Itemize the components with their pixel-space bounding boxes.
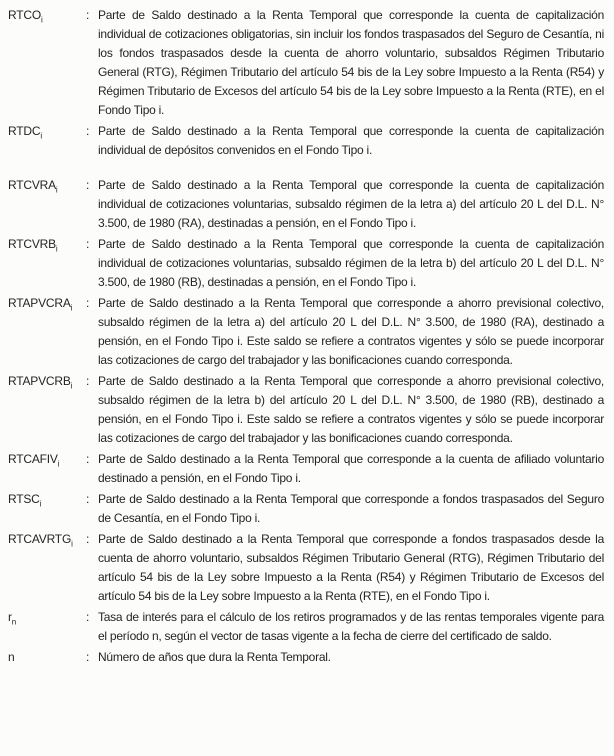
separator-colon: : — [86, 650, 90, 664]
term-definition: Parte de Saldo destinado a la Renta Temporal que corresponde a ahorro previsional colectivo, subsaldo régimen de la letra a) del artículo 20 L del D.L. N° 3.500, de 1980 (RA), destinado a pensión, en el Fondo Tipo i. Este saldo se refiere a contratos vigentes y sólo se puede incorporar las cotizaciones de cargo del trabajador y las bonificaciones cuando corresponda. — [98, 296, 604, 367]
term-label — [8, 122, 86, 145]
definition-entry-rtcvrb — [8, 235, 604, 292]
term-label — [8, 450, 86, 473]
term-label — [8, 176, 86, 199]
term-text: n — [8, 650, 15, 664]
term-subscript: i — [70, 381, 73, 391]
separator-colon: : — [86, 296, 90, 310]
definition-entry-rtcvra — [8, 176, 604, 233]
term-label — [8, 235, 86, 258]
separator-colon: : — [86, 452, 90, 466]
term-label — [8, 608, 86, 631]
separator-colon: : — [86, 8, 90, 22]
term-text: RTCAFIV — [8, 452, 58, 466]
term-subscript: i — [55, 185, 58, 195]
term-definition: Número de años que dura la Renta Temporal. — [98, 650, 331, 664]
definition-entry-n — [8, 648, 604, 671]
term-definition: Parte de Saldo destinado a la Renta Temporal que corresponde a la cuenta de afiliado voluntario destinado a pensión, en el Fondo Tipo i. — [98, 452, 604, 485]
term-subscript: i — [55, 244, 58, 254]
term-definition: Parte de Saldo destinado a la Renta Temporal que corresponde a fondos traspasados del Seguro de Cesantía, en el Fondo Tipo i. — [98, 492, 604, 525]
term-text: RTDC — [8, 124, 41, 138]
term-text: RTCAVRTG — [8, 532, 72, 546]
term-text: RTCVRB — [8, 237, 56, 251]
definition-entry-rtapvcrb — [8, 372, 604, 448]
separator-colon: : — [86, 124, 90, 138]
term-text: RTSC — [8, 492, 40, 506]
separator-colon: : — [86, 492, 90, 506]
term-subscript: i — [40, 15, 43, 25]
term-label — [8, 294, 86, 317]
definition-entry-rtapvcra — [8, 294, 604, 370]
term-label — [8, 490, 86, 513]
separator-colon: : — [86, 237, 90, 251]
term-text: RTCVRA — [8, 178, 56, 192]
definition-entry-rtcafiv — [8, 450, 604, 488]
separator-colon: : — [86, 374, 90, 388]
term-definition: Parte de Saldo destinado a la Renta Temporal que corresponde a ahorro previsional colectivo, subsaldo régimen de la letra b) del artículo 20 L del D.L. N° 3.500, de 1980 (RB), destinado a pensión, en el Fondo Tipo i. Este saldo se refiere a contratos vigentes y sólo se puede incorporar las cotizaciones de cargo del trabajador y las bonificaciones cuando corresponda. — [98, 374, 604, 445]
term-subscript: i — [40, 131, 43, 141]
term-text: RTAPVCRB — [8, 374, 71, 388]
definition-entry-rtcavrtg — [8, 530, 604, 606]
term-definition: Parte de Saldo destinado a la Renta Temporal que corresponde la cuenta de capitalización individual de cotizaciones voluntarias, subsaldo régimen de la letra a) del artículo 20 L del D.L. N° 3.500, de 1980 (RA), destinadas a pensión, en el Fondo Tipo i. — [98, 178, 604, 230]
separator-colon: : — [86, 532, 90, 546]
term-label — [8, 530, 86, 553]
definition-entry-rn — [8, 608, 604, 646]
term-definition: Parte de Saldo destinado a la Renta Temporal que corresponde la cuenta de capitalización individual de cotizaciones voluntarias, subsaldo régimen de la letra b) del artículo 20 L del D.L. N° 3.500, de 1980 (RB), destinadas a pensión, en el Fondo Tipo i. — [98, 237, 604, 289]
term-subscript: i — [70, 303, 73, 313]
term-subscript: i — [71, 539, 73, 549]
term-subscript: i — [39, 499, 42, 509]
term-label — [8, 6, 86, 29]
term-definition: Parte de Saldo destinado a la Renta Temporal que corresponde la cuenta de capitalización individual de cotizaciones obligatorias, sin incluir los fondos traspasados del Seguro de Cesantía, ni los fondos traspasados desde la cuenta de ahorro voluntario, subsaldos Régimen Tributario General (RTG), Régimen Tributario del artículo 54 bis de la Ley sobre Impuesto a la Renta (R54) y Régimen Tributario de Excesos del artículo 54 bis de la Ley sobre Impuesto a la Renta (RTE), en el Fondo Tipo i. — [98, 8, 604, 117]
definition-entry-rtco — [8, 6, 604, 120]
term-text: RTCO — [8, 8, 41, 22]
separator-colon: : — [86, 610, 90, 624]
term-text: r — [8, 610, 12, 624]
term-definition: Parte de Saldo destinado a la Renta Temporal que corresponde a fondos traspasados desde la cuenta de ahorro voluntario, subsaldos Régimen Tributario General (RTG), Régimen Tributario del artículo 54 bis de la Ley sobre Impuesto a la Renta (R54) y Régimen Tributario de Excesos del artículo 54 bis de la Ley sobre Impuesto a la Renta (RTE), en el Fondo Tipo i. — [98, 532, 604, 603]
definition-entry-rtsc — [8, 490, 604, 528]
term-text: RTAPVCRA — [8, 296, 71, 310]
term-definition: Parte de Saldo destinado a la Renta Temporal que corresponde la cuenta de capitalización individual de depósitos convenidos en el Fondo Tipo i. — [98, 124, 604, 157]
term-definition: Tasa de interés para el cálculo de los retiros programados y de las rentas temporales vigente para el período n, según el vector de tasas vigente a la fecha de cierre del certificado de saldo. — [98, 610, 604, 643]
term-subscript: i — [57, 459, 60, 469]
definition-entry-rtdc — [8, 122, 604, 160]
term-subscript: n — [11, 617, 17, 627]
term-label — [8, 372, 86, 395]
separator-colon: : — [86, 178, 90, 192]
term-label — [8, 648, 86, 671]
